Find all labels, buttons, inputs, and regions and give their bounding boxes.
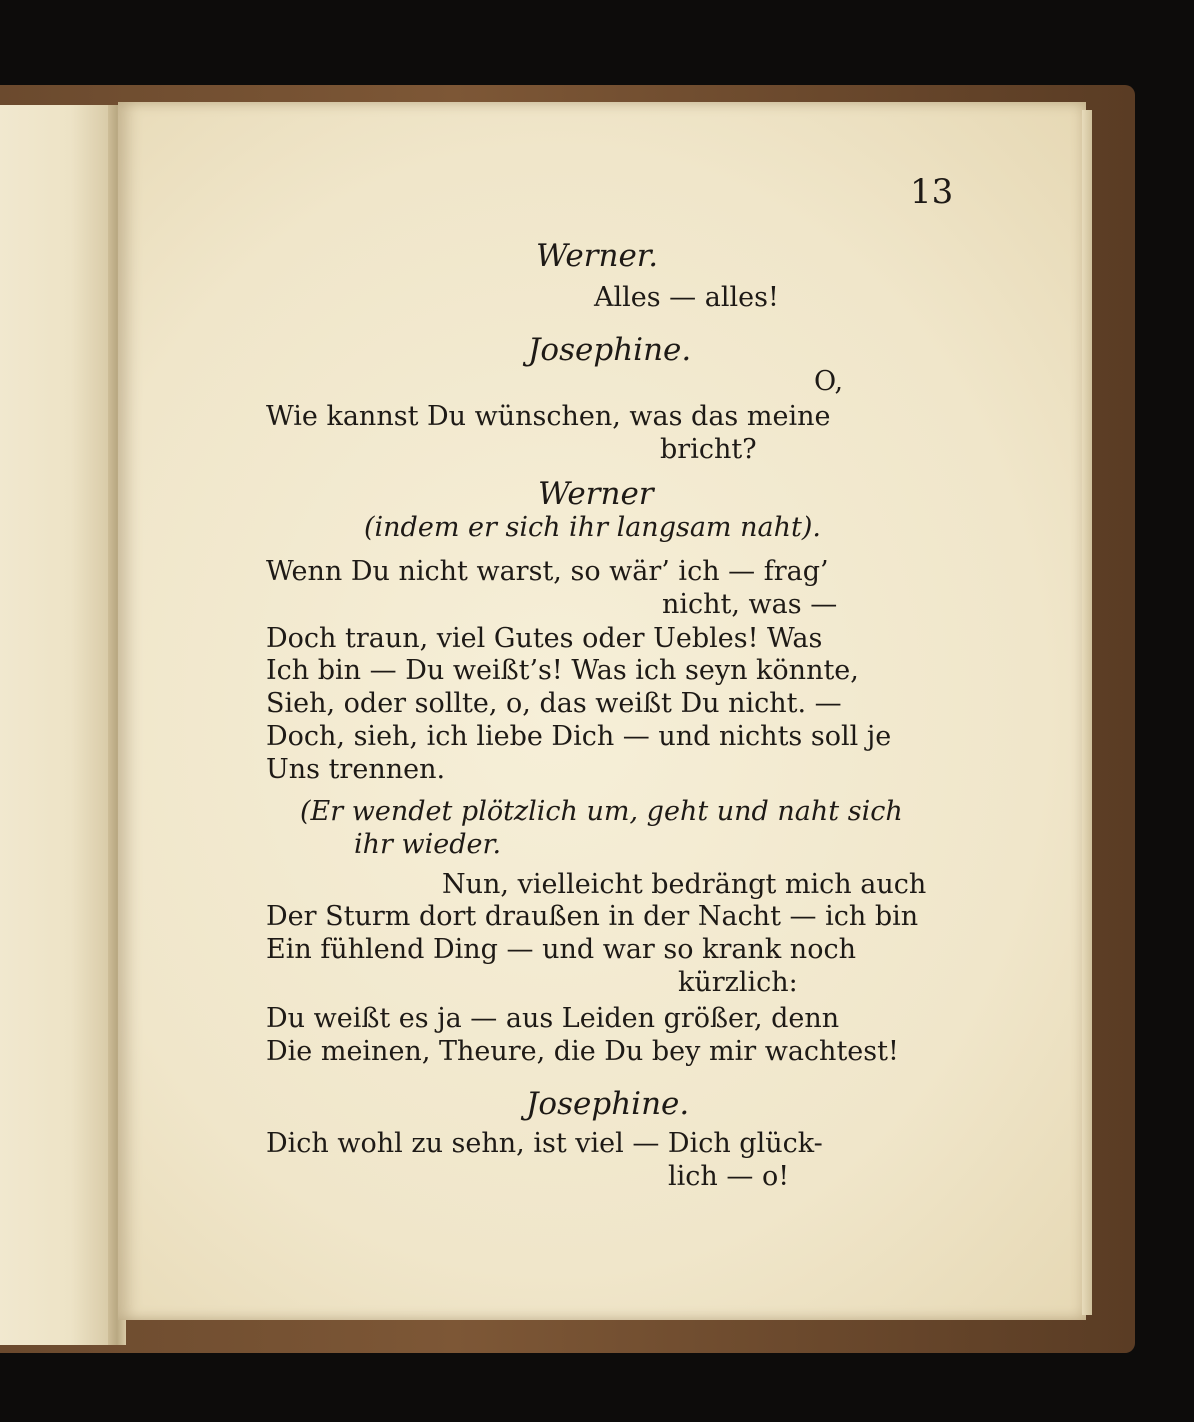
speaker-name: Werner [538, 476, 654, 512]
verse-line: Alles — alles! [594, 282, 779, 313]
verse-line: Du weißt es ja — aus Leiden größer, denn [266, 1003, 840, 1034]
verse-line: O, [814, 366, 844, 397]
speaker-name: Josephine. [528, 332, 692, 368]
verse-line: Ich bin — Du weißt’s! Was ich seyn könnte, [266, 655, 859, 686]
stage-direction: ihr wieder. [354, 829, 502, 860]
verse-line: Sieh, oder sollte, o, das weißt Du nicht. — [266, 688, 842, 719]
verse-line: Uns trennen. [266, 754, 446, 785]
verse-line: lich — o! [668, 1161, 790, 1192]
page-edge [1082, 110, 1092, 1315]
verse-line: Doch, sieh, ich liebe Dich — und nichts soll je [266, 721, 892, 752]
stage-direction: (Er wendet plötzlich um, geht und naht sich [300, 796, 903, 827]
left-page [0, 105, 118, 1345]
verse-line: kürzlich: [678, 967, 798, 998]
speaker-name: Werner. [536, 238, 659, 274]
verse-line: Doch traun, viel Gutes oder Uebles! Was [266, 623, 823, 654]
verse-line: Nun, vielleicht bedrängt mich auch [442, 869, 927, 900]
verse-line: Die meinen, Theure, die Du bey mir wachtest! [266, 1036, 899, 1067]
speaker-name: Josephine. [526, 1086, 690, 1122]
verse-line: Der Sturm dort draußen in der Nacht — ich bin [266, 901, 919, 932]
verse-line: bricht? [660, 434, 757, 465]
verse-line: nicht, was — [662, 589, 838, 620]
page-number: 13 [910, 172, 954, 212]
stage-direction: (indem er sich ihr langsam naht). [364, 512, 821, 543]
verse-line: Wenn Du nicht warst, so wär’ ich — frag’ [266, 556, 829, 587]
verse-line: Wie kannst Du wünschen, was das meine [266, 401, 831, 432]
verse-line: Ein fühlend Ding — und war so krank noch [266, 934, 856, 965]
verse-line: Dich wohl zu sehn, ist viel — Dich glück- [266, 1128, 823, 1159]
